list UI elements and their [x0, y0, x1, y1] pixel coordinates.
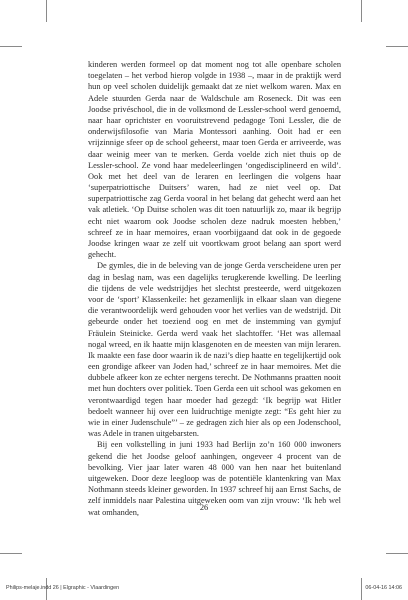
paragraph-3: Bij een volkstelling in juni 1933 had Berlijn zo’n 160 000 inwoners gekend die het Joodse geloof aanhingen, ongeveer 4 procent van de bevolking. Vier jaar later waren 48 000 van hen naar het buitenland uitgeweken. Door deze leegloop was de potentiële klantenkring van Max Nothmann steeds kleiner geworden. In 1937 schreef hij aan Ernst Sachs, de zelf inmiddels naar Palestina uitgeweken oom van zijn vrouw: ‘Ik heb wel wat omhanden,	[88, 440, 341, 517]
crop-mark-right-top	[386, 46, 408, 47]
crop-mark-right-bottom	[386, 553, 408, 554]
paragraph-1: kinderen werden formeel op dat moment nog tot alle openbare scholen toegelaten – het verbod hierop volgde in 1938 –, maar in de praktijk werd hun op veel scholen duidelijk gemaakt dat ze niet welkom waren. Max en Adele stuurden Gerda naar de Waldschule am Roseneck. Dit was een Joodse privéschool, die in de volksmond de Lessler-school werd genoemd, naar haar oprichtster en vooruitstrevend pedagoge Toni Lessler, die de onderwijsfilosofie van Maria Montessori aanhing. Ooit had er een vrijzinnige sfeer op de school geheerst, maar toen Gerda er arriveerde, was daar weinig meer van te merken. Gerda voelde zich niet thuis op de Lessler-school. Ze vond haar medeleerlingen ‘ongedisciplineerd en wild’. Ook met het deel van de leraren en leerlingen die volgens haar ‘superpatriottische Duitsers’ waren, had ze niet veel op. Dat superpatriottische zag Gerda vooral in het belang dat gehecht werd aan het vak atletiek. ‘Op Duitse scholen was dit toen natuurlijk zo, maar ik begrijp echt niet waarom ook Joodse scholen deze nadruk moesten hebben,’ schreef ze in haar memoires, eraan voorbijgaand dat ook in de gegoede Joodse kringen waar ze zelf uit voortkwam groot belang aan sport werd gehecht.	[88, 60, 341, 260]
body-text	[88, 59, 341, 518]
paragraph-2: De gymles, die in de beleving van de jonge Gerda verscheidene uren per dag in beslag nam, was een dagelijks terugkerende kwelling. De leerling die tijdens de vele wedstrijdjes het slechtst presteerde, werd uitgekozen voor de ‘sport’ Klassenkeile: het gezamenlijk in elkaar slaan van diegene die verantwoordelijk werd gehouden voor het verlies van de wedstrijd. Dit gebeurde onder het toeziend oog en met de instemming van gymjuf Fräulein Steinicke. Gerda werd vaak het slachtoffer. ‘Het was allemaal nogal wreed, en ik haatte mijn klasgenoten en de meesten van mijn leraren. Ik maakte een fase door waarin ik de nazi’s diep haatte en tegelijkertijd ook een grondige afkeer van Joden had,’ schreef ze in haar memoires. Met die dubbele afkeer kon ze echter nergens terecht. De Nothmanns praatten nooit met hun dochters over politiek. Toen Gerda een uit school was gekomen en verontwaardigd tegen haar moeder had gezegd: ‘Ik begrijp wat Hitler bedoelt wanneer hij over een luidruchtige menigte zegt: “Es geht hier zu wie in einer Judenschule”’ – ze gedragen zich hier als op een Jodenschool, was Adele in tranen uitgebarsten.	[88, 261, 341, 439]
crop-mark-top-right	[361, 0, 362, 22]
print-slug-right: 06-04-16 14:06	[365, 585, 402, 591]
page-number: 26	[199, 503, 209, 512]
print-slug-left: Philips-melaje.indd 26 | Elgraphic - Vlaardingen	[6, 585, 120, 591]
crop-mark-top-left	[46, 0, 47, 22]
crop-mark-left-bottom	[0, 553, 22, 554]
crop-mark-left-top	[0, 46, 22, 47]
crop-mark-bottom-right	[361, 578, 362, 600]
